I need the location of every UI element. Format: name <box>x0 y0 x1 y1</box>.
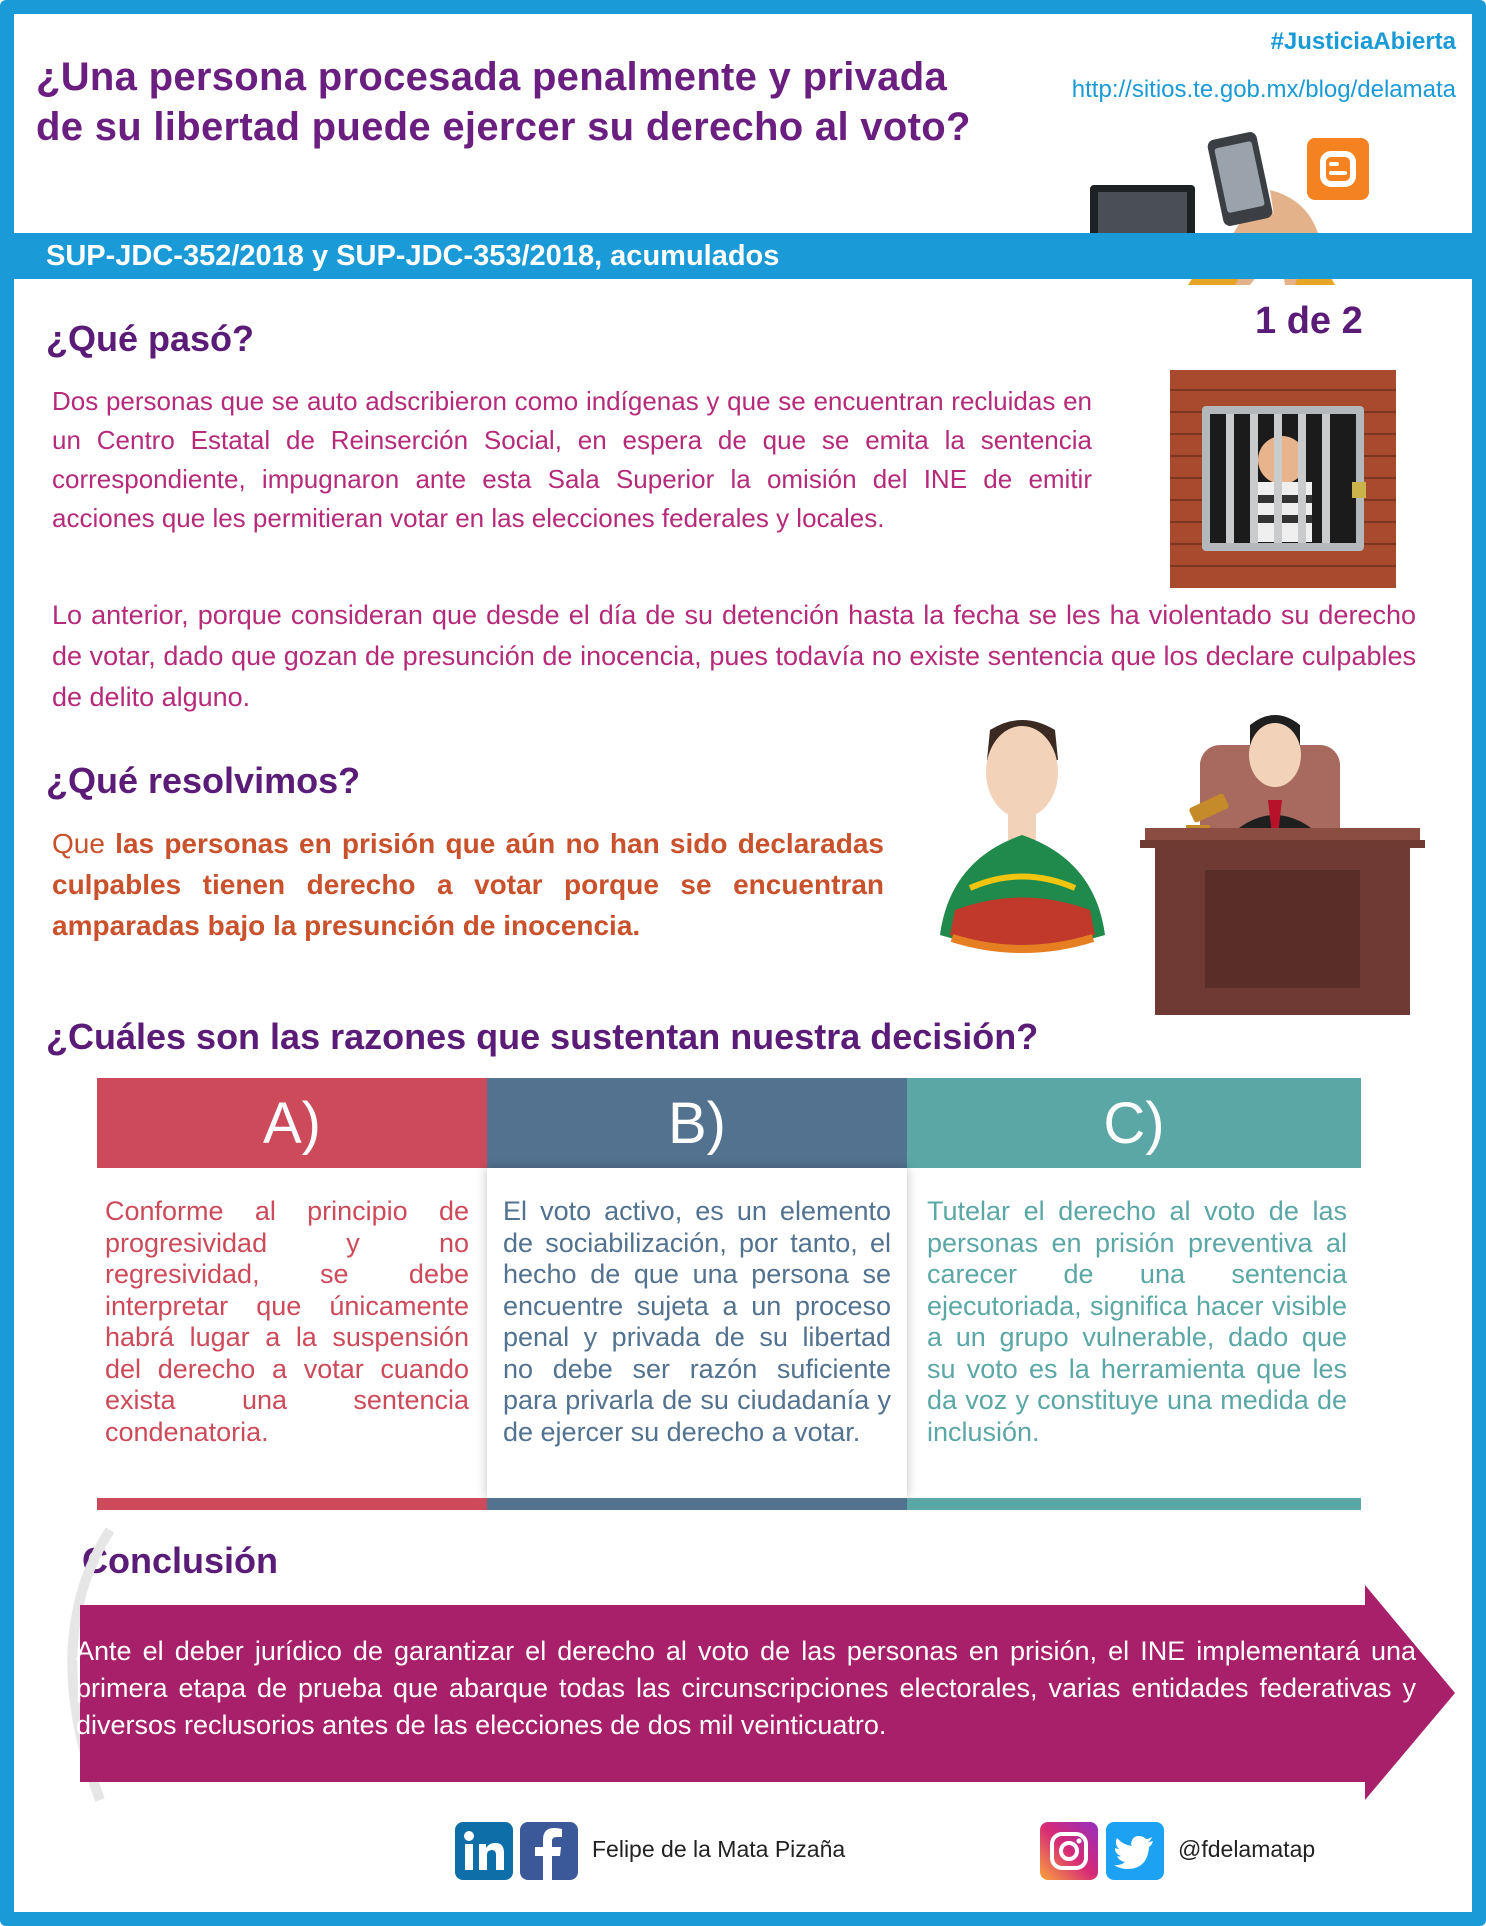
hashtag[interactable]: #JusticiaAbierta <box>1270 28 1456 55</box>
column-b-header <box>487 1078 907 1168</box>
column-c-header <box>907 1078 1361 1168</box>
column-c-text: Tutelar el derecho al voto de las personas en prisión preventiva al carecer de una sentencia ejecutoriada, significa hacer visible a un grupo vulnerable, dado que su voto es la herramienta que les da voz y constituye una medida de inclusión. <box>927 1196 1347 1447</box>
que-paso-paragraph-1: Dos personas que se auto adscribieron como indígenas y que se encuentran recluidas en un Centro Estatal de Reinserción Social, en espera de que se emita la sentencia correspondiente, impugnaron ante esta Sala Superior la omisión del INE de emitir acciones que les permitieran votar en las elecciones federales y locales. <box>52 386 1092 533</box>
column-b-bar <box>487 1498 907 1510</box>
blog-link[interactable]: http://sitios.te.gob.mx/blog/delamata <box>1071 76 1456 103</box>
indigenous-person-illustration <box>930 710 1115 972</box>
resolution-text <box>52 823 884 946</box>
twitter-icon[interactable] <box>1106 1822 1164 1880</box>
que-paso-paragraph-2: Lo anterior, porque consideran que desde el día de su detención hasta la fecha se les ha violentado su derecho de votar, dado que gozan de presunción de inocencia, pues todavía no existe sentencia que los declare culpables de delito alguno. <box>52 600 1416 712</box>
section-heading-razones: ¿Cuáles son las razones que sustentan nuestra decisión? <box>46 1016 1039 1057</box>
linkedin-icon[interactable] <box>455 1822 513 1880</box>
column-a-label: A) <box>263 1090 321 1156</box>
resolution-prefix: Que <box>52 828 105 859</box>
author-name: Felipe de la Mata Pizaña <box>592 1836 846 1862</box>
section-heading-que-resolvimos: ¿Qué resolvimos? <box>46 760 361 801</box>
section-heading-que-paso: ¿Qué pasó? <box>46 318 255 359</box>
instagram-icon[interactable] <box>1040 1822 1098 1880</box>
resolution-bold: las personas en prisión que aún no han sido declaradas culpables tienen derecho a votar porque se encuentran amparadas bajo la presunción de inocencia. <box>52 828 885 941</box>
page-indicator: 1 de 2 <box>1255 300 1363 342</box>
section-heading-conclusion: Conclusión <box>82 1540 278 1581</box>
page-title: ¿Una persona procesada penalmente y privada de su libertad puede ejercer su derecho al voto? <box>36 55 971 149</box>
column-c-label: C) <box>1103 1090 1165 1156</box>
column-a-text: Conforme al principio de progresividad y no regresividad, se debe interpretar que únicamente habrá lugar a la suspensión del derecho a votar cuando exista una sentencia condenatoria. <box>105 1196 469 1447</box>
facebook-icon[interactable] <box>520 1822 578 1880</box>
column-a-bar <box>97 1498 487 1510</box>
conclusion-text: Ante el deber jurídico de garantizar el derecho al voto de las personas en prisión, el INE implementará una primera etapa de prueba que abarque todas las circunscripciones electorales, varias entidades federativas y diversos reclusorios antes de las elecciones de dos mil veinticuatro. <box>76 1636 1416 1740</box>
prisoner-jail-illustration <box>1170 370 1396 588</box>
column-a-header <box>97 1078 487 1168</box>
judge-illustration <box>1140 705 1425 1015</box>
column-c-bar <box>907 1498 1361 1510</box>
column-b-text: El voto activo, es un elemento de sociabilización, por tanto, el hecho de que una persona se encuentre sujeta a un proceso penal y privada de su libertad no debe ser razón suficiente para privarla de su ciudadanía y de ejercer su derecho a votar. <box>503 1196 891 1447</box>
column-b-label: B) <box>668 1090 726 1156</box>
social-handle[interactable]: @fdelamatap <box>1178 1836 1316 1862</box>
blogger-icon[interactable] <box>1307 138 1369 200</box>
case-number: SUP-JDC-352/2018 y SUP-JDC-353/2018, acumulados <box>46 240 780 272</box>
